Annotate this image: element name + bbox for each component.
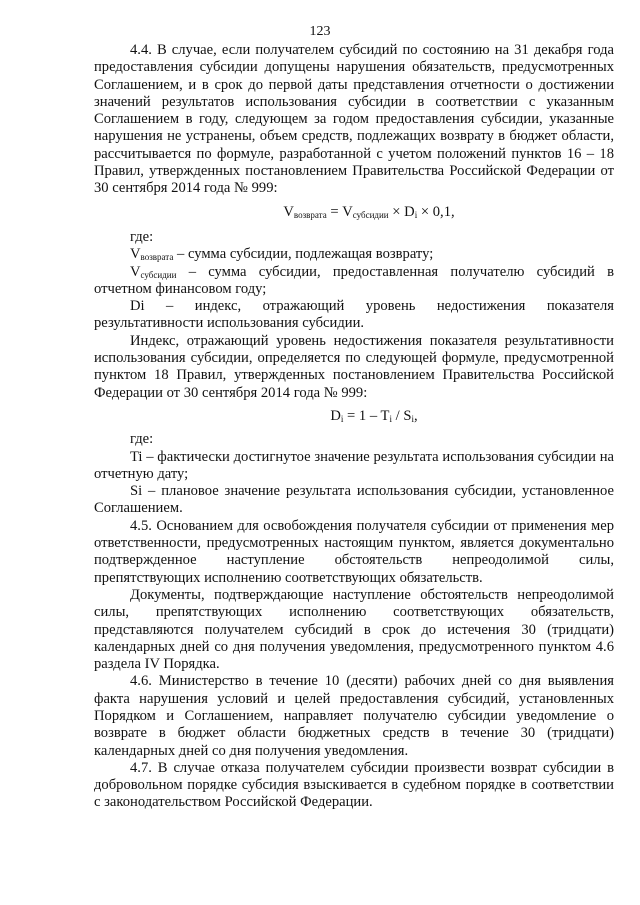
paragraph-4-7: 4.7. В случае отказа получателем субсидии произвести возврат субсидии в добровольном порядке субсидия взыскивается в судебном порядке в соответствии с законодательством Российской Федерации. <box>94 759 614 811</box>
document-body <box>94 42 614 812</box>
definition-v-subsidy: $V_{субсидии}$ – сумма субсидии, предоставленная получателю субсидий в отчетном финансовом году; <box>94 263 614 297</box>
paragraph-index: Индекс, отражающий уровень недостижения показателя результативности использования субсидии, определяется по следующей формуле, предусмотренной пунктом 18 Правил, утвержденных постановлением Правительства Российской Федерации от 30 сентября 2014 года № 999: <box>94 332 614 401</box>
definition-di: Di – индекс, отражающий уровень недостижения показателя результативности использования субсидии. <box>94 298 614 332</box>
definition-si: Si – плановое значение результата использования субсидии, установленное Соглашением. <box>94 483 614 517</box>
page-number: 123 <box>309 24 331 39</box>
formula-return-amount: $V_{возврата} = V_{субсидии} \times D_i \times 0,1$, <box>283 203 455 220</box>
paragraph-4-6: 4.6. Министерство в течение 10 (десяти) рабочих дней со дня выявления факта нарушения условий и целей предоставления субсидий, установленных Порядком и Соглашением, направляет получателю субсидии уведомление о возврате в бюджет области бюджетных средств в течение 30 (тридцати) календарных дней со дня получения уведомления. <box>94 673 614 759</box>
paragraph-4-5: 4.5. Основанием для освобождения получателя субсидии от применения мер ответственности, предусмотренных настоящим пунктом, является документально подтвержденное наступление обстоятельств непреодолимой силы, препятствующих исполнению соответствующих обязательств. <box>94 517 614 586</box>
paragraph-4-4: 4.4. В случае, если получателем субсидий по состоянию на 31 декабря года предоставления субсидии допущены нарушения обязательств, предусмотренных Соглашением, и в срок до первой даты представления отчетности о достижении значений результатов использования субсидии в соответствии с указанным Соглашением в году, следующем за годом предоставления субсидии, указанные нарушения не устранены, объем средств, подлежащих возврату в бюджет области, рассчитывается по формуле, разработанной с учетом положений пунктов 16 – 18 Правил, утвержденных постановлением Правительства Российской Федерации от 30 сентября 2014 года № 999: <box>94 42 614 197</box>
definition-v-return: $V_{возврата}$ – сумма субсидии, подлежащая возврату; <box>130 246 434 263</box>
paragraph-documents: Документы, подтверждающие наступление обстоятельств непреодолимой силы, препятствующих исполнению соответствующих обязательств, представляются получателем субсидий в срок до истечения 30 (тридцати) календарных дней со дня получения уведомления, предусмотренного пунктом 4.6 раздела IV Порядка. <box>94 586 614 673</box>
formula-index: $D_i = 1 - T_i / S_i$, <box>330 407 418 424</box>
where-label-2: где: <box>130 431 154 448</box>
where-label-1: где: <box>130 228 154 245</box>
definition-ti: Ti – фактически достигнутое значение результата использования субсидии на отчетную дату; <box>94 448 614 482</box>
